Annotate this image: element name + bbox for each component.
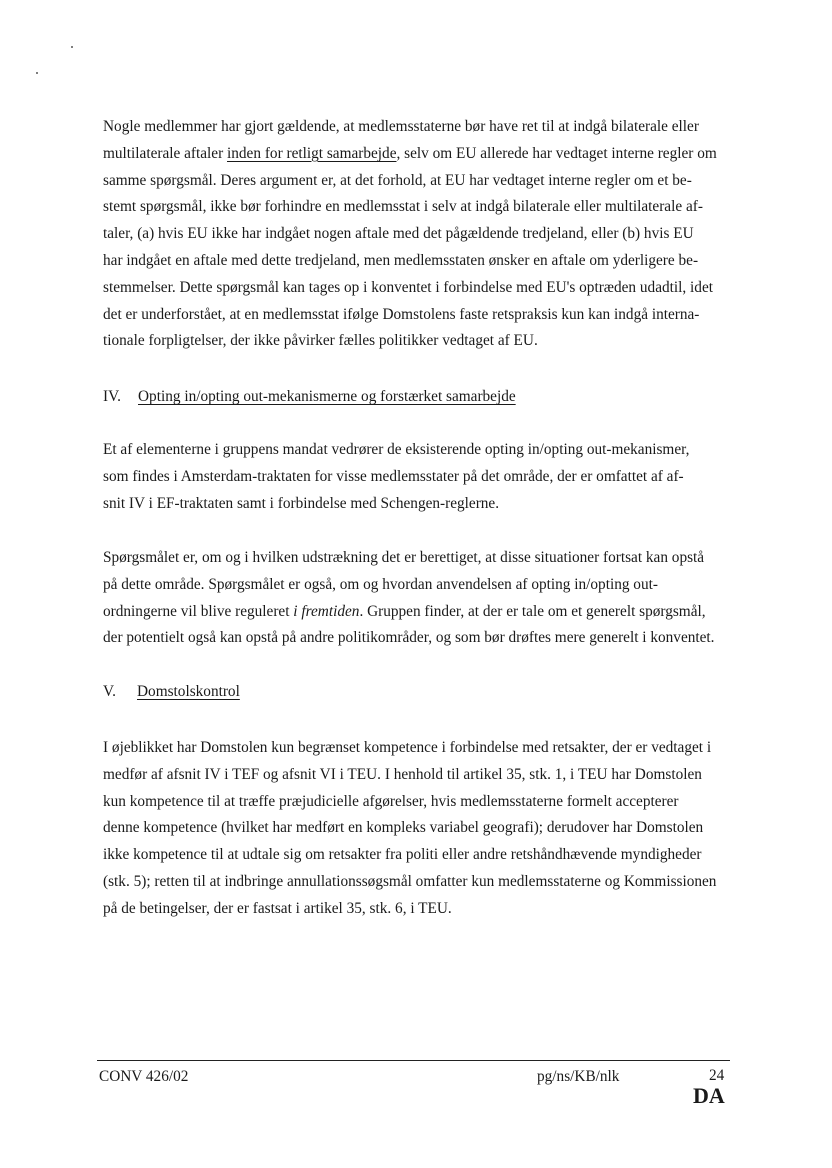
text-line: der potentielt også kan opstå på andre politikområder, og som bør drøftes mere generelt i konventet.	[103, 629, 715, 647]
text-segment: . Gruppen finder, at der er tale om et generelt spørgsmål,	[359, 602, 706, 620]
text-line: stemt spørgsmål, ikke bør forhindre en medlemsstat i selv at indgå bilaterale eller multilaterale af-	[103, 198, 703, 216]
footer-rule	[97, 1060, 730, 1061]
text-line: har indgået en aftale med dette tredjeland, men medlemsstaten ønsker en aftale om yderligere be-	[103, 252, 699, 269]
section-heading-v	[103, 683, 240, 700]
text-line: medfør af afsnit IV i TEF og afsnit VI i TEU. I henhold til artikel 35, stk. 1, i TEU har Domstolen	[103, 765, 702, 783]
text-segment: multilaterale aftaler	[103, 144, 228, 162]
text-line: Spørgsmålet er, om og i hvilken udstrækning det er berettiget, at disse situationer fortsat kan opstå	[103, 549, 705, 566]
text-line: I øjeblikket har Domstolen kun begrænset kompetence i forbindelse med retsakter, der er vedtaget i	[103, 739, 712, 756]
text-line: stemmelser. Dette spørgsmål kan tages op i konventet i forbindelse med EU's optræden udadtil, idet	[103, 278, 713, 296]
text-line: tionale forpligtelser, der ikke påvirker fælles politikker vedtaget af EU.	[103, 332, 538, 350]
text-line: Nogle medlemmer har gjort gældende, at medlemsstaterne bør have ret til at indgå bilaterale eller	[103, 118, 699, 135]
text-segment: inden for retligt samarbejde	[227, 144, 397, 162]
text-line: (stk. 5); retten til at indbringe annullationssøgsmål omfatter kun medlemsstaterne og Kommissionen	[103, 873, 717, 890]
text-line: på dette område. Spørgsmålet er også, om og hvordan anvendelsen af opting in/opting out-	[103, 575, 658, 593]
text-line: ikke kompetence til at udtale sig om retsakter fra politi eller andre retshåndhævende myndigheder	[103, 846, 702, 864]
section-number: V.	[103, 683, 116, 700]
section-heading-iv	[103, 388, 516, 405]
scan-speck	[71, 46, 73, 48]
text-line	[103, 146, 717, 161]
language-code: DA	[693, 1083, 725, 1108]
document-reference: CONV 426/02	[99, 1068, 189, 1085]
text-line: denne kompetence (hvilket har medført en kompleks variabel geografi); derudover har Domstolen	[103, 819, 704, 837]
section-number: IV.	[103, 388, 121, 405]
text-line: Et af elementerne i gruppens mandat vedrører de eksisterende opting in/opting out-mekanismer,	[103, 441, 690, 458]
text-line: taler, (a) hvis EU ikke har indgået nogen aftale med det pågældende tredjeland, eller (b) hvis EU	[103, 225, 694, 243]
text-line: på de betingelser, der er fastsat i artikel 35, stk. 6, i TEU.	[103, 899, 452, 917]
text-segment: ordningerne vil blive reguleret	[103, 602, 294, 620]
text-line: snit IV i EF-traktaten samt i forbindelse med Schengen-reglerne.	[103, 494, 500, 512]
text-line: som findes i Amsterdam-traktaten for visse medlemsstater på det område, der er omfattet af af-	[103, 467, 684, 485]
page-number: 24	[709, 1067, 725, 1084]
text-line: det er underforstået, at en medlemsstat ifølge Domstolens faste retspraksis kun kan indgå interna-	[103, 305, 700, 323]
text-line: samme spørgsmål. Deres argument er, at det forhold, at EU har vedtaget interne regler om et be-	[103, 171, 692, 189]
section-title: Domstolskontrol	[137, 683, 240, 700]
text-segment: , selv om EU allerede har vedtaget interne regler om	[396, 144, 717, 162]
text-line	[103, 604, 706, 619]
author-initials: pg/ns/KB/nlk	[537, 1068, 620, 1085]
text-line: kun kompetence til at træffe præjudicielle afgørelser, hvis medlemsstaterne formelt accepterer	[103, 792, 679, 810]
section-title: Opting in/opting out-mekanismerne og forstærket samarbejde	[138, 388, 516, 405]
text-segment: i fremtiden	[293, 602, 360, 620]
scan-speck	[36, 72, 38, 74]
